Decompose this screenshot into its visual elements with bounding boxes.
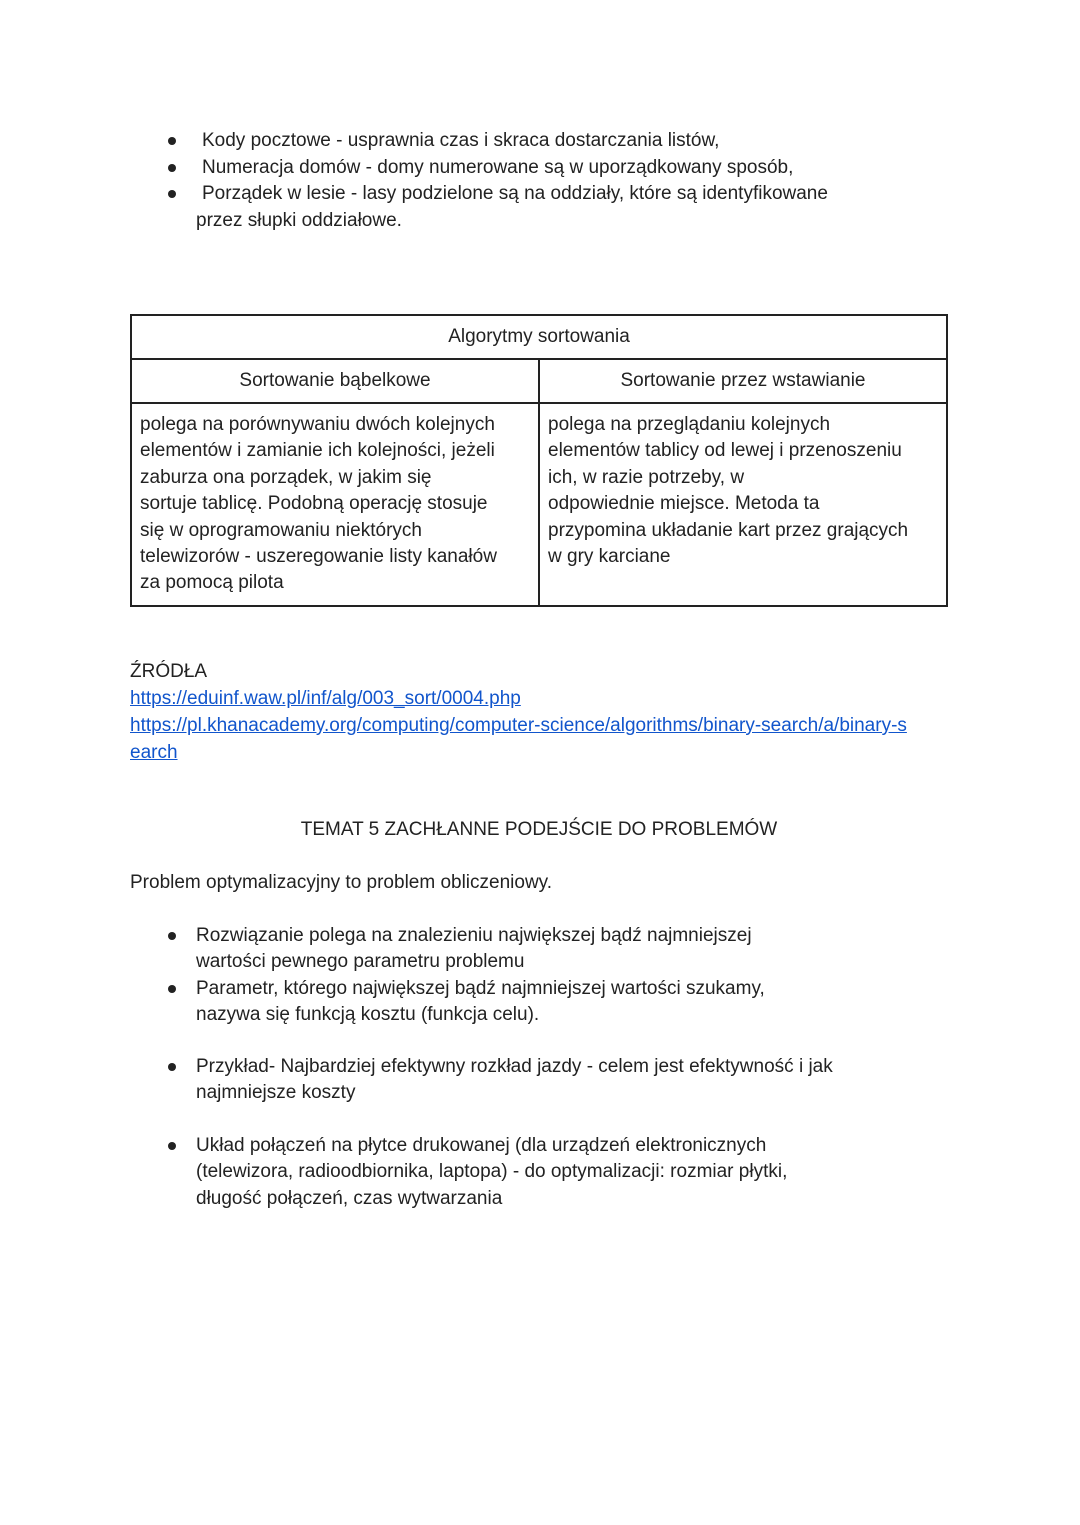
text-line: nazywa się funkcją kosztu (funkcja celu). xyxy=(196,1004,540,1026)
link-line: earch xyxy=(130,742,178,763)
text-line: Przykład- Najbardziej efektywny rozkład jazdy - celem jest efektywność i jak xyxy=(196,1056,833,1077)
list-item xyxy=(160,923,900,976)
list-item xyxy=(160,155,920,182)
bullet-icon xyxy=(168,137,176,145)
examples-list xyxy=(160,128,920,234)
text-line: się w oprogramowaniu niektórych xyxy=(140,519,422,541)
column-header-bubble-sort: Sortowanie bąbelkowe xyxy=(131,359,539,403)
text-line: za pomocą pilota xyxy=(140,572,284,594)
text-line: w gry karciane xyxy=(548,546,671,568)
text-line: elementów i zamianie ich kolejności, jeżeli xyxy=(140,440,495,462)
text-line: zaburza ona porządek, w jakim się xyxy=(140,466,432,488)
list-item xyxy=(160,976,900,1029)
table-title: Algorytmy sortowania xyxy=(131,315,947,359)
circuit-example-list xyxy=(160,1133,900,1212)
bullet-icon xyxy=(168,1142,176,1150)
text-line: Parametr, którego największej bądź najmniejszej wartości szukamy, xyxy=(196,977,765,999)
sources-heading: ŹRÓDŁA xyxy=(130,661,208,682)
text-line: (telewizora, radioodbiornika, laptopa) - do optymalizacji: rozmiar płytki, xyxy=(196,1161,788,1183)
text-line: odpowiednie miejsce. Metoda ta xyxy=(548,493,820,515)
text-line: długość połączeń, czas wytwarzania xyxy=(196,1187,503,1209)
text-line: Układ połączeń na płytce drukowanej (dla urządzeń elektronicznych xyxy=(196,1135,767,1156)
sorting-algorithms-table xyxy=(130,314,948,607)
text-line: Rozwiązanie polega na znalezieniu największej bądź najmniejszej xyxy=(196,925,752,946)
topic-intro: Problem optymalizacyjny to problem obliczeniowy. xyxy=(130,872,553,893)
bullet-icon xyxy=(168,164,176,172)
text-line: telewizorów - uszeregowanie listy kanałów xyxy=(140,546,497,568)
topic-title: TEMAT 5 ZACHŁANNE PODEJŚCIE DO PROBLEMÓW xyxy=(300,819,778,840)
sources-section xyxy=(130,658,960,766)
bullet-icon xyxy=(168,190,176,198)
list-item xyxy=(160,128,920,155)
list-item xyxy=(160,1133,900,1212)
insertion-sort-description xyxy=(539,403,947,606)
text-line: polega na przeglądaniu kolejnych xyxy=(548,414,831,435)
column-header-insertion-sort: Sortowanie przez wstawianie xyxy=(539,359,947,403)
source-link-eduinf[interactable] xyxy=(130,685,960,712)
definition-list xyxy=(160,923,900,1029)
list-item-text: Porządek w lesie - lasy podzielone są na oddziały, które są identyfikowane xyxy=(202,183,828,204)
list-item xyxy=(160,181,920,234)
source-link-khanacademy[interactable] xyxy=(130,712,960,766)
link-line: https://pl.khanacademy.org/computing/computer-science/algorithms/binary-search/a/binary-s xyxy=(130,715,907,736)
list-item xyxy=(160,1054,900,1107)
list-item-text: Numeracja domów - domy numerowane są w uporządkowany sposób, xyxy=(202,156,794,178)
list-item-continuation: przez słupki oddziałowe. xyxy=(196,209,402,231)
text-line: wartości pewnego parametru problemu xyxy=(196,951,525,973)
text-line: polega na porównywaniu dwóch kolejnych xyxy=(140,414,495,435)
example-list xyxy=(160,1054,900,1107)
text-line: przypomina układanie kart przez grających xyxy=(548,519,909,541)
text-line: najmniejsze koszty xyxy=(196,1082,356,1104)
bubble-sort-description xyxy=(131,403,539,606)
bullet-icon xyxy=(168,1063,176,1071)
list-item-text: Kody pocztowe - usprawnia czas i skraca dostarczania listów, xyxy=(202,130,720,151)
text-line: sortuje tablicę. Podobną operację stosuje xyxy=(140,493,488,515)
text-line: ich, w razie potrzeby, w xyxy=(548,466,745,488)
bullet-icon xyxy=(168,932,176,940)
bullet-icon xyxy=(168,985,176,993)
link-line: https://eduinf.waw.pl/inf/alg/003_sort/0004.php xyxy=(130,688,521,709)
text-line: elementów tablicy od lewej i przenoszeniu xyxy=(548,440,902,462)
